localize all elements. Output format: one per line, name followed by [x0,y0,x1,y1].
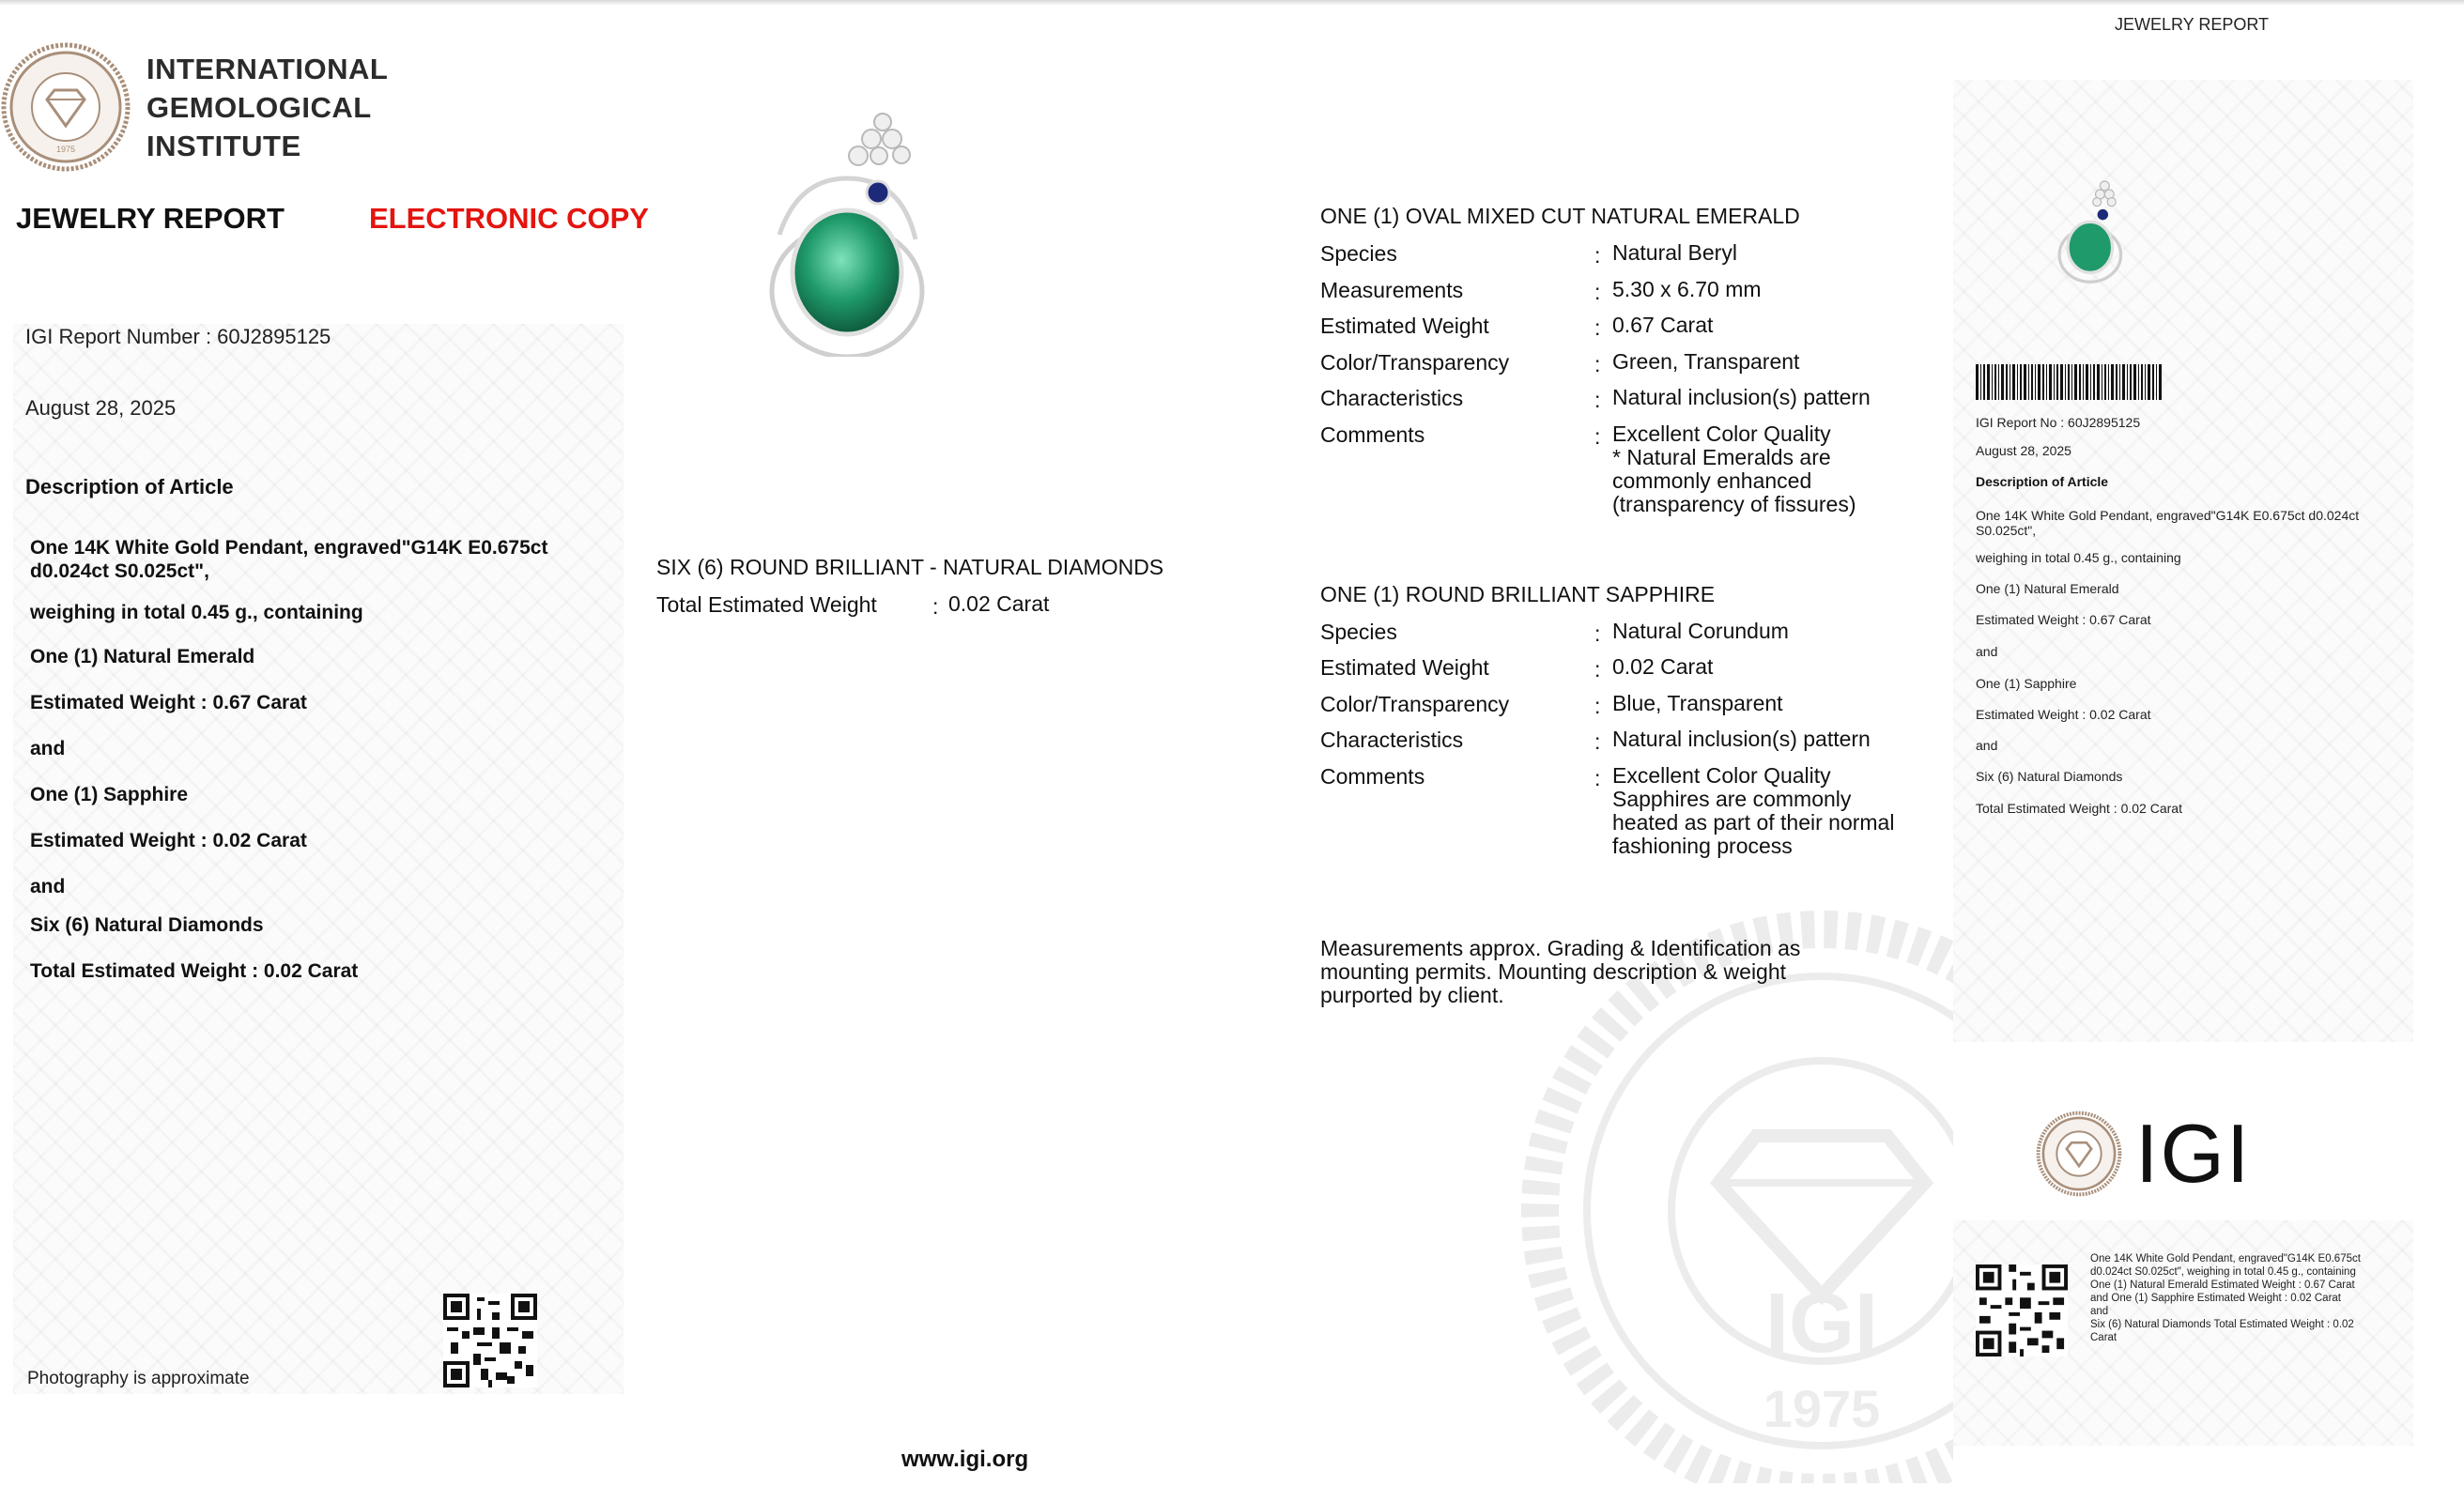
emerald-title: ONE (1) OVAL MIXED CUT NATURAL EMERALD [1320,204,1800,228]
card-description-line: Six (6) Natural Diamonds [1976,769,2123,784]
card-seal-icon [2036,1111,2122,1197]
qr-code-icon [443,1294,537,1387]
seal-year-text: 1975 [55,145,76,154]
emerald-label-weight: Estimated Weight [1320,314,1489,338]
description-line: One 14K White Gold Pendant, engraved"G14K E0.675ct d0.024ct S0.025ct", [30,537,548,582]
card-summary-line: One (1) Natural Emerald Estimated Weight : 0.67 Carat [2090,1280,2355,1291]
card-description-line: and [1976,738,1998,753]
diamonds-weight-label: Total Estimated Weight [656,592,877,617]
sapphire-label-color: Color/Transparency [1320,692,1510,716]
description-line: weighing in total 0.45 g., containing [30,602,363,623]
sapphire-comment-line: fashioning process [1612,834,1793,858]
top-right-report-label: JEWELRY REPORT [2115,15,2270,34]
card-summary-line: Carat [2090,1332,2118,1343]
sapphire-value-color: Blue, Transparent [1612,691,1783,715]
diamonds-weight-value: 0.02 Carat [948,591,1050,616]
igi-logo-seal [0,41,131,173]
sapphire-label-weight: Estimated Weight [1320,655,1489,680]
sapphire-comment-line: Sapphires are commonly [1612,787,1852,811]
card-description-line: Estimated Weight : 0.02 Carat [1976,707,2151,722]
description-line: Six (6) Natural Diamonds [30,914,264,936]
sapphire-label-comments: Comments [1320,764,1425,789]
description-line: Estimated Weight : 0.02 Carat [30,830,307,851]
card-pendant-photo [2047,164,2132,296]
sapphire-value-species: Natural Corundum [1612,619,1789,643]
card-summary-line: d0.024ct S0.025ct", weighing in total 0.45 g., containing [2090,1266,2356,1278]
card-summary [2090,1252,2410,1344]
top-shadow-line [0,0,2464,6]
card-description-line: One (1) Sapphire [1976,676,2077,691]
sapphire-comments [1612,764,1894,858]
description-line: and [30,876,66,897]
emerald-comment-line: * Natural Emeralds are [1612,445,1831,469]
diamonds-colon: : [932,594,939,619]
sapphire-colon: : [1594,729,1601,754]
description-line: and [30,738,66,759]
emerald-value-weight: 0.67 Carat [1612,313,1714,337]
card-pendant-image [2047,164,2132,296]
card-description-heading: Description of Article [1976,474,2109,489]
electronic-copy-label: ELECTRONIC COPY [369,202,649,235]
card-description-line: Estimated Weight : 0.67 Carat [1976,612,2151,627]
emerald-label-measurements: Measurements [1320,278,1464,302]
report-number: IGI Report Number : 60J2895125 [25,325,331,348]
card-description-line: One 14K White Gold Pendant, engraved"G14K E0.675ct d0.024ct S0.025ct", [1976,508,2360,538]
card-summary-line: Six (6) Natural Diamonds Total Estimated Weight : 0.02 [2090,1319,2354,1330]
emerald-comment-line: commonly enhanced [1612,468,1812,493]
disclaimer-line: mounting permits. Mounting description & weight [1320,959,1787,984]
card-description-line: weighing in total 0.45 g., containing [1976,550,2181,565]
website-link[interactable]: www.igi.org [901,1447,1029,1472]
sapphire-colon: : [1594,766,1601,790]
disclaimer-line: Measurements approx. Grading & Identification as [1320,936,1801,960]
report-title: JEWELRY REPORT [16,202,285,235]
emerald-value-species: Natural Beryl [1612,240,1737,265]
qr-code[interactable] [443,1294,537,1387]
logo-line-3: INSTITUTE [146,130,301,162]
sapphire-label-species: Species [1320,620,1397,644]
barcode [1976,364,2164,400]
emerald-value-characteristics: Natural inclusion(s) pattern [1612,385,1871,409]
description-line: One (1) Natural Emerald [30,646,255,667]
emerald-label-species: Species [1320,241,1397,266]
card-igi-seal [2036,1111,2122,1197]
photo-note: Photography is approximate [27,1369,250,1388]
sapphire-comment-line: Excellent Color Quality [1612,763,1831,788]
emerald-comment-line: (transparency of fissures) [1612,492,1856,516]
emerald-colon: : [1594,352,1601,376]
emerald-colon: : [1594,388,1601,412]
emerald-colon: : [1594,243,1601,268]
logo-line-2: GEMOLOGICAL [146,91,372,124]
disclaimer-line: purported by client. [1320,983,1504,1007]
barcode-icon [1976,364,2164,400]
card-summary-line: and One (1) Sapphire Estimated Weight : 0.02 Carat [2090,1293,2341,1304]
emerald-comments [1612,422,1856,516]
sapphire-value-characteristics: Natural inclusion(s) pattern [1612,727,1871,751]
pendant-image [742,103,948,357]
emerald-label-comments: Comments [1320,422,1425,447]
emerald-label-characteristics: Characteristics [1320,386,1464,410]
sapphire-colon: : [1594,621,1601,646]
sapphire-label-characteristics: Characteristics [1320,728,1464,752]
igi-seal-icon [0,41,131,173]
watermark-monogram: IGI [1764,1277,1879,1371]
emerald-value-color: Green, Transparent [1612,349,1800,374]
emerald-comment-line: Excellent Color Quality [1612,421,1831,446]
card-date: August 28, 2025 [1976,443,2071,458]
description-line: Total Estimated Weight : 0.02 Carat [30,960,359,982]
description-heading: Description of Article [25,475,234,498]
card-brand: IGI [2135,1107,2252,1200]
description-line: One (1) Sapphire [30,784,189,805]
disclaimer [1320,937,1800,1007]
sapphire-title: ONE (1) ROUND BRILLIANT SAPPHIRE [1320,582,1716,606]
diamonds-title: SIX (6) ROUND BRILLIANT - NATURAL DIAMONDS [656,555,1164,579]
card-summary-line: and [2090,1306,2109,1317]
emerald-value-measurements: 5.30 x 6.70 mm [1612,277,1762,301]
sapphire-value-weight: 0.02 Carat [1612,654,1714,679]
pendant-photo [742,103,948,357]
card-description-line: One (1) Natural Emerald [1976,581,2119,596]
watermark-year: 1975 [1763,1379,1881,1438]
card-qr-code-icon [1976,1264,2068,1356]
emerald-colon: : [1594,424,1601,449]
card-qr-code[interactable] [1976,1264,2068,1356]
emerald-colon: : [1594,315,1601,340]
description-line: Estimated Weight : 0.67 Carat [30,692,307,713]
report-date: August 28, 2025 [25,396,177,420]
logo-line-1: INTERNATIONAL [146,53,389,85]
card-summary-line: One 14K White Gold Pendant, engraved"G14K E0.675ct [2090,1253,2361,1264]
emerald-label-color: Color/Transparency [1320,350,1510,375]
sapphire-colon: : [1594,657,1601,682]
sapphire-comment-line: heated as part of their normal [1612,810,1895,835]
card-report-number: IGI Report No : 60J2895125 [1976,415,2141,430]
emerald-colon: : [1594,280,1601,304]
logo-wordmark [146,50,388,165]
card-description-line: Total Estimated Weight : 0.02 Carat [1976,801,2182,816]
sapphire-colon: : [1594,694,1601,718]
card-description-line: and [1976,644,1998,659]
